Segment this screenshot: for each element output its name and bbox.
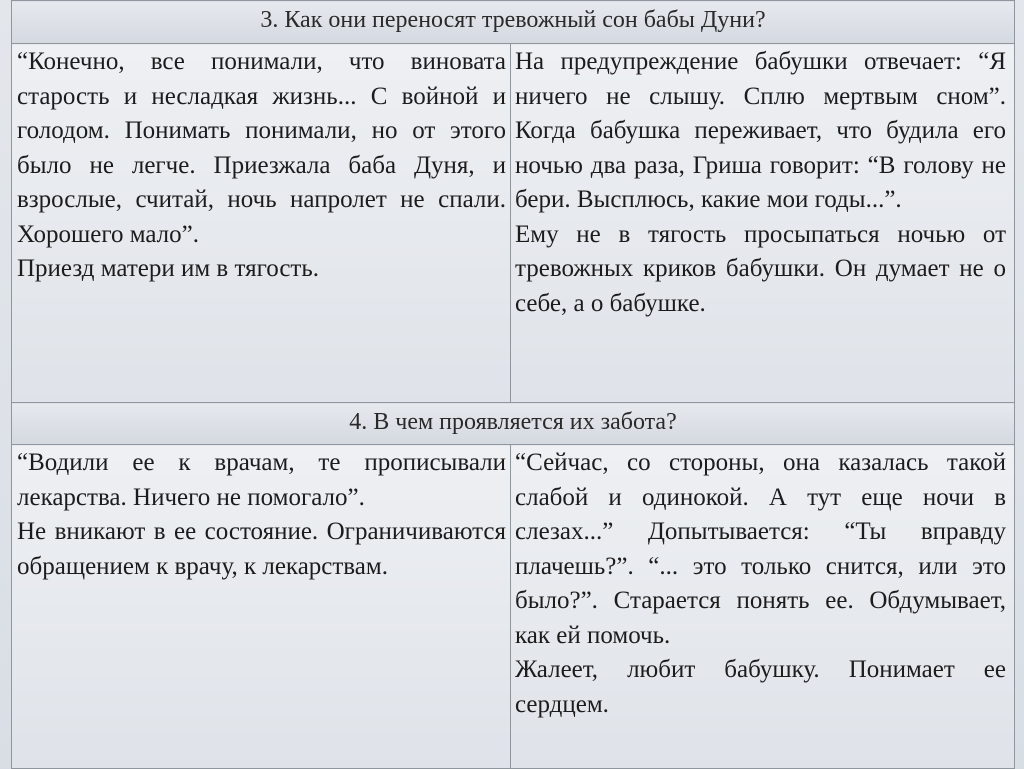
section-4-heading-text: 4. В чем проявляется их забота? <box>349 409 677 435</box>
section-4-right-conclusion: Жалеет, любит бабушку. Понимает ее сердцем. <box>515 656 1006 718</box>
section-4-left-cell <box>12 445 511 769</box>
section-3-left-quote: “Конечно, все понимали, что виновата старость и несладкая жизнь... С войной и голодом. Понимать понимали, но от этого было не легче. Приезжала баба Дуня, и взрослые, считай, ночь напролет не спали. Хорошего мало”. <box>17 48 506 248</box>
section-4-left-conclusion: Не вникают в ее состояние. Ограничиваются обращением к врачу, к лекарствам. <box>17 518 506 580</box>
comparison-table <box>11 0 1015 769</box>
section-3-header-row <box>12 1 1015 44</box>
section-3-right-quote: На предупреждение бабушки отвечает: “Я ничего не слышу. Сплю мертвым сном”. Когда бабушка переживает, что будила его ночью два раза, Гриша говорит: “В голову не бери. Высплюсь, какие мои годы...”. <box>515 48 1006 213</box>
section-3-right-conclusion: Ему не в тягость просыпаться ночью от тревожных криков бабушки. Он думает не о себе, а о бабушке. <box>515 220 1006 317</box>
section-3-heading-text: 3. Как они переносят тревожный сон бабы Дуни? <box>260 7 766 33</box>
section-3-heading <box>12 1 1015 44</box>
section-3-right-cell <box>511 44 1015 403</box>
section-3-left-cell <box>12 44 511 403</box>
section-4-right-cell <box>511 445 1015 769</box>
section-3-content-row <box>12 44 1015 403</box>
section-4-heading <box>12 403 1015 445</box>
section-4-right-quote: “Сейчас, со стороны, она казалась такой слабой и одинокой. А тут еще ночи в слезах...” Допытывается: “Ты вправду плачешь?”. “... это только снится, или это было?”. Старается понять ее. Обдумывает, как ей помочь. <box>515 449 1006 649</box>
section-4-left-quote: “Водили ее к врачам, те прописывали лекарства. Ничего не помогало”. <box>17 449 506 511</box>
section-3-left-conclusion: Приезд матери им в тягость. <box>17 255 320 282</box>
section-4-content-row <box>12 445 1015 769</box>
section-4-header-row <box>12 403 1015 445</box>
